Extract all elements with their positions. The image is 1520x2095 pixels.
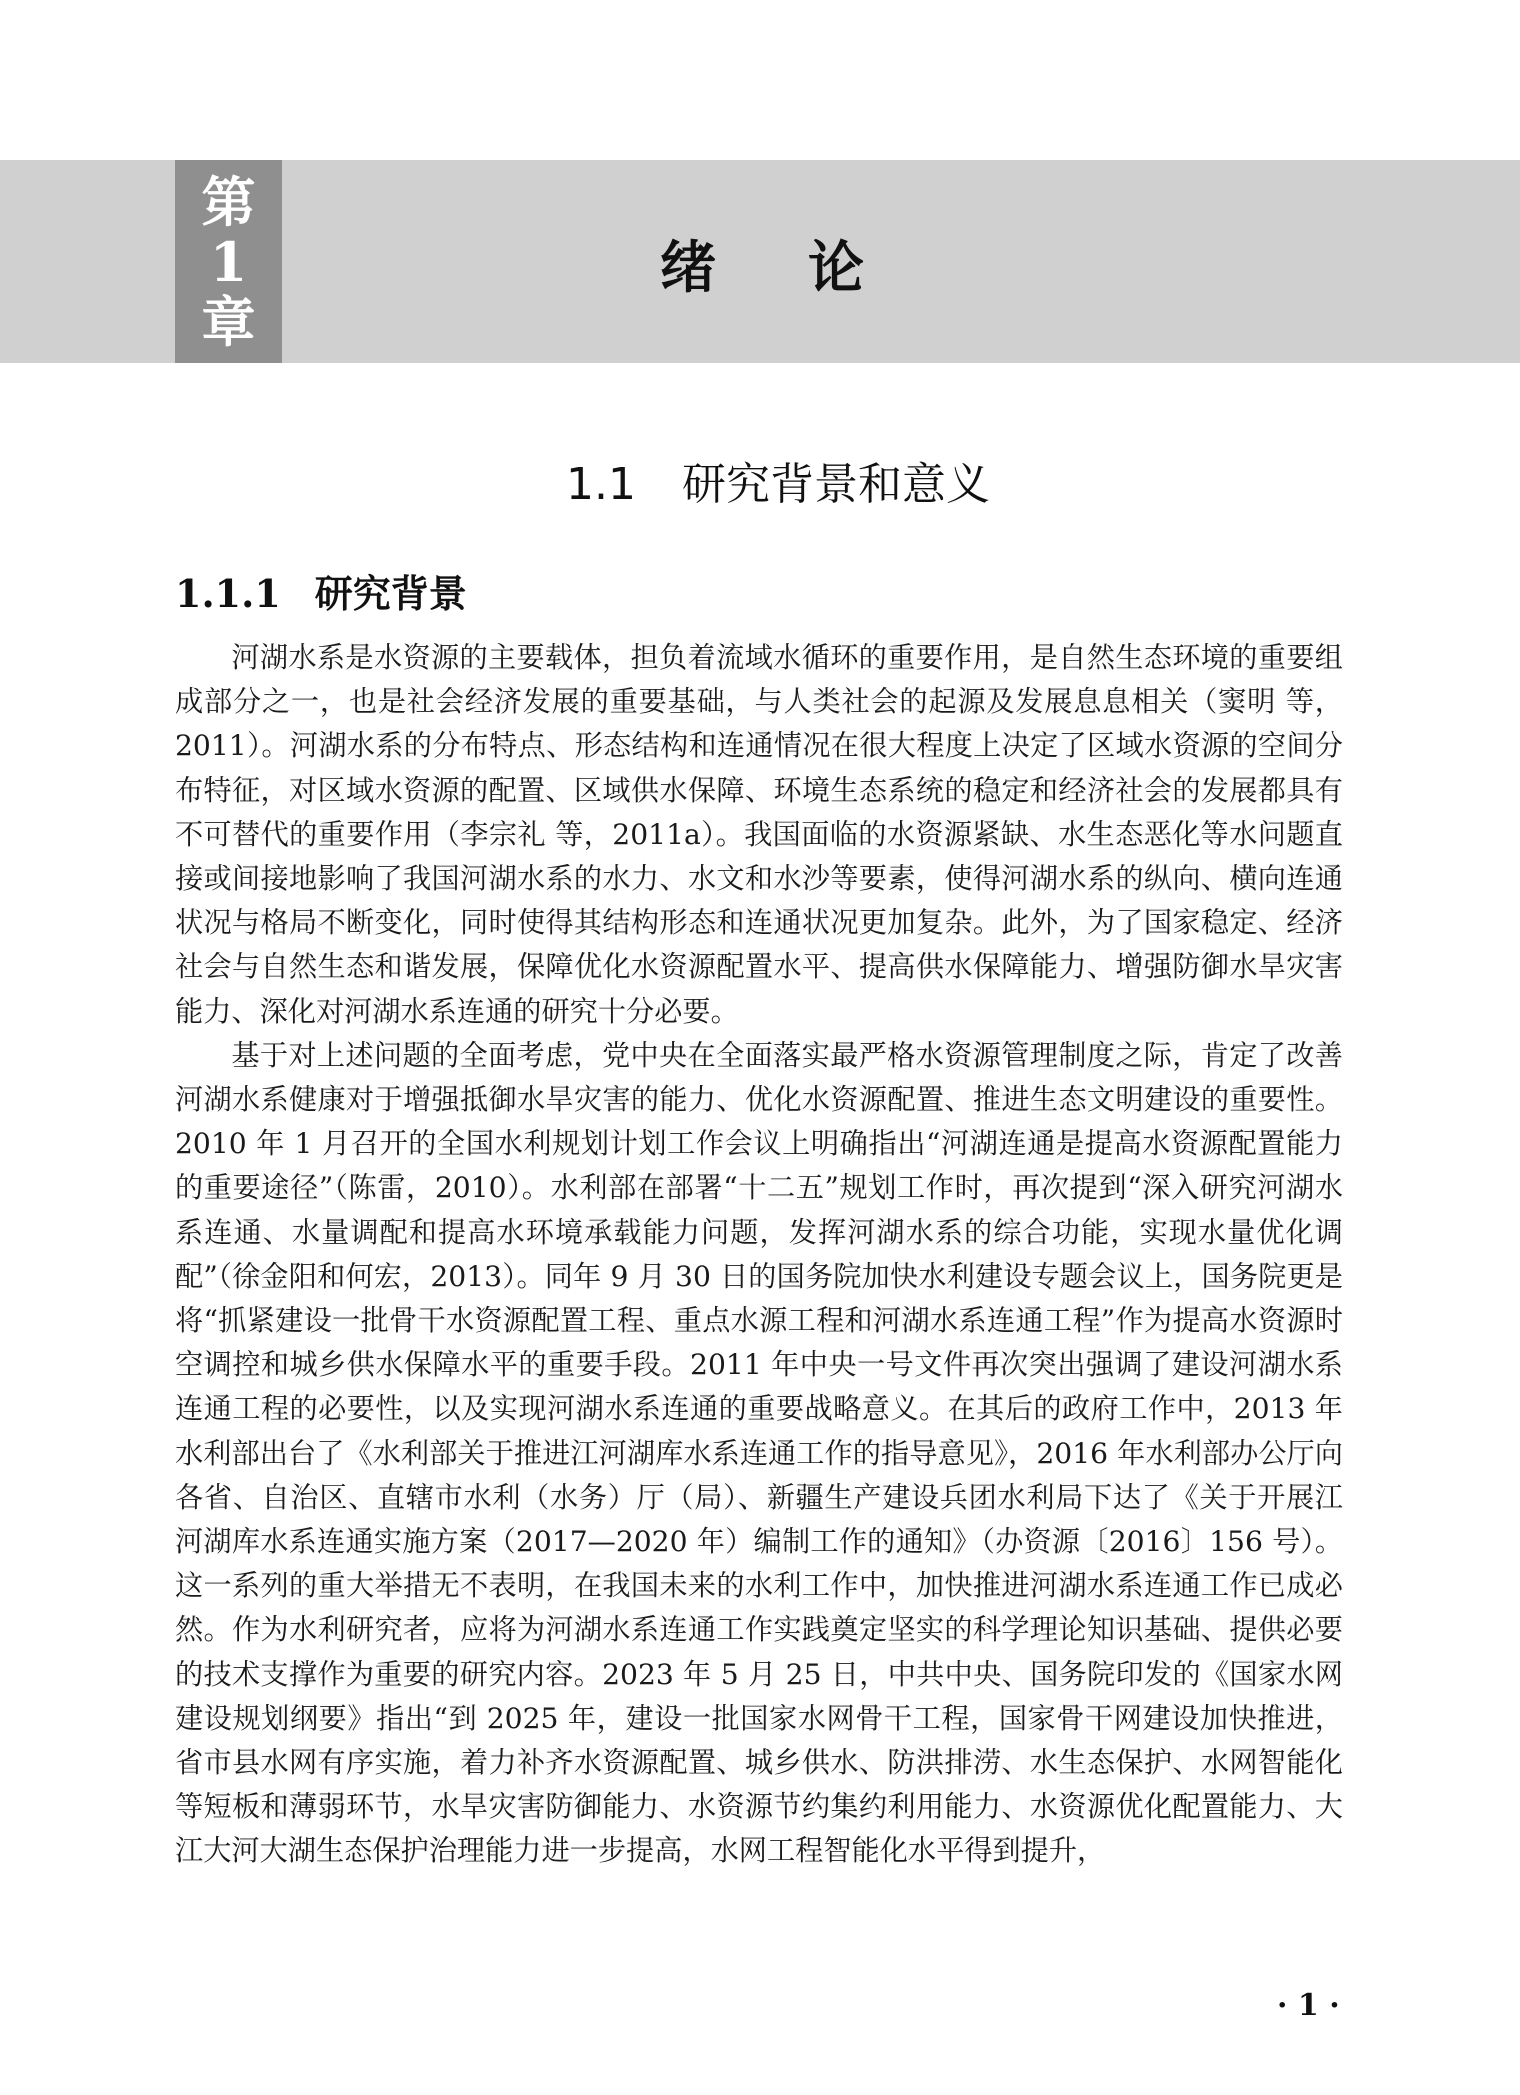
- body-text: [175, 636, 1343, 1874]
- paragraph: 河湖水系是水资源的主要载体，担负着流域水循环的重要作用，是自然生态环境的重要组成部分之一，也是社会经济发展的重要基础，与人类社会的起源及发展息息相关（窦明 等，2011）。河湖水系的分布特点、形态结构和连通情况在很大程度上决定了区域水资源的空间分布特征，对区域水资源的配置、区域供水保障、环境生态系统的稳定和经济社会的发展都具有不可替代的重要作用（李宗礼 等，2011a）。我国面临的水资源紧缺、水生态恶化等水问题直接或间接地影响了我国河湖水系的水力、水文和水沙等要素，使得河湖水系的纵向、横向连通状况与格局不断变化，同时使得其结构形态和连通状况更加复杂。此外，为了国家稳定、经济社会与自然生态和谐发展，保障优化水资源配置水平、提高供水保障能力、增强防御水旱灾害能力、深化对河湖水系连通的研究十分必要。: [175, 641, 1343, 1028]
- subsection-heading: [175, 563, 467, 618]
- section-number: 1.1: [566, 459, 636, 510]
- chapter-label-char: 1: [209, 229, 248, 294]
- chapter-title: 绪论: [660, 236, 956, 301]
- page-number: · 1 ·: [1277, 1988, 1340, 2023]
- chapter-label-char: 章: [201, 289, 256, 354]
- chapter-label-char: 第: [201, 169, 256, 234]
- chapter-label: [175, 160, 282, 363]
- subsection-number: 1.1.1: [175, 571, 281, 616]
- subsection-title: 研究背景: [314, 571, 467, 616]
- paragraph: 基于对上述问题的全面考虑，党中央在全面落实最严格水资源管理制度之际，肯定了改善河湖水系健康对于增强抵御水旱灾害的能力、优化水资源配置、推进生态文明建设的重要性。2010 年 1 月召开的全国水利规划计划工作会议上明确指出“河湖连通是提高水资源配置能力的重要途径”（陈雷，2010）。水利部在部署“十二五”规划工作时，再次提到“深入研究河湖水系连通、水量调配和提高水环境承载能力问题，发挥河湖水系的综合功能，实现水量优化调配”（徐金阳和何宏，2013）。同年 9 月 30 日的国务院加快水利建设专题会议上，国务院更是将“抓紧建设一批骨干水资源配置工程、重点水源工程和河湖水系连通工程”作为提高水资源时空调控和城乡供水保障水平的重要手段。2011 年中央一号文件再次突出强调了建设河湖水系连通工程的必要性，以及实现河湖水系连通的重要战略意义。在其后的政府工作中，2013 年水利部出台了《水利部关于推进江河湖库水系连通工作的指导意见》，2016 年水利部办公厅向各省、自治区、直辖市水利（水务）厅（局）、新疆生产建设兵团水利局下达了《关于开展江河湖库水系连通实施方案（2017—2020 年）编制工作的通知》（办资源〔2016〕156 号）。这一系列的重大举措无不表明，在我国未来的水利工作中，加快推进河湖水系连通工作已成必然。作为水利研究者，应将为河湖水系连通工作实践奠定坚实的科学理论知识基础、提供必要的技术支撑作为重要的研究内容。2023 年 5 月 25 日，中共中央、国务院印发的《国家水网建设规划纲要》指出“到 2025 年，建设一批国家水网骨干工程，国家骨干网建设加快推进，省市县水网有序实施，着力补齐水资源配置、城乡供水、防洪排涝、水生态保护、水网智能化等短板和薄弱环节，水旱灾害防御能力、水资源节约集约利用能力、水资源优化配置能力、大江大河大湖生态保护治理能力进一步提高，水网工程智能化水平得到提升，: [175, 1038, 1343, 1868]
- section-title: 研究背景和意义: [681, 459, 990, 510]
- section-heading: [566, 448, 990, 512]
